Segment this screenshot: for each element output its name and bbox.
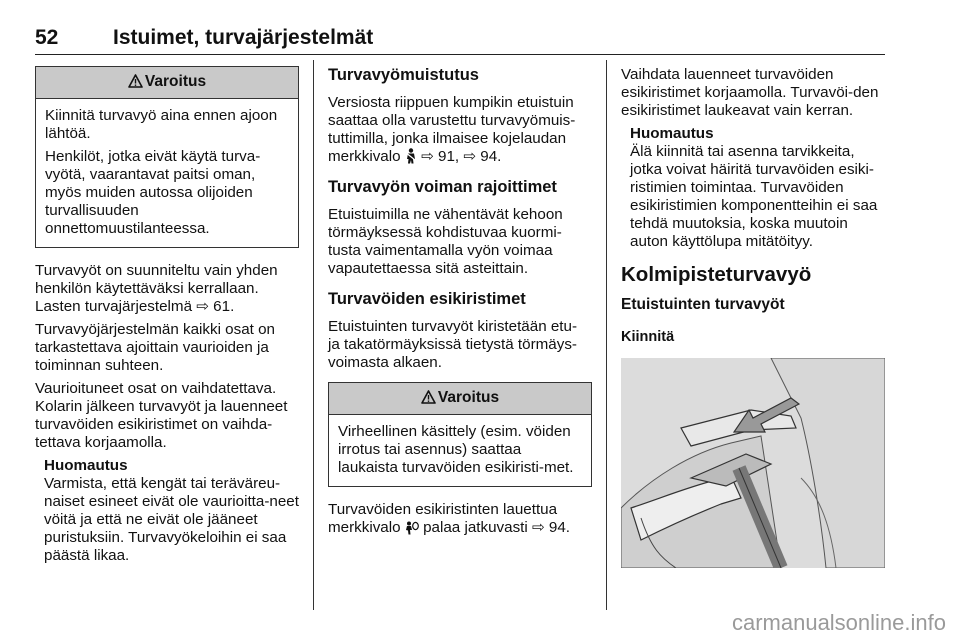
warning-text: Virheellinen käsittely (esim. vöiden irrotus tai asennus) saattaa laukaista turvavöiden esikiristi-met. bbox=[338, 423, 574, 476]
seatbelt-fastening-illustration bbox=[621, 358, 885, 568]
warning-triangle-icon bbox=[421, 390, 436, 404]
right-column bbox=[621, 66, 889, 568]
warning-body bbox=[329, 415, 591, 486]
paragraph: Vaurioituneet osat on vaihdatettava. Kolarin jälkeen turvavyöt ja lauenneet turvavöiden esikiristimet on vaihda-tettava korjaamolla. bbox=[35, 380, 288, 451]
warning-title: Varoitus bbox=[437, 389, 500, 406]
main-heading: Kolmipisteturvavyö bbox=[621, 263, 812, 286]
warning-box bbox=[35, 66, 299, 248]
warning-header bbox=[329, 383, 591, 415]
seatbelt-reminder-icon bbox=[405, 148, 417, 164]
page-number: 52 bbox=[35, 26, 59, 49]
page-reference: ⇨ 91, ⇨ 94. bbox=[421, 148, 502, 165]
paragraph: Etuistuimilla ne vähentävät kehoon törmäyksessä kohdistuvaa kuormi-tusta vaimentamalla vyön voimaa vapautettaessa sitä asteittain. bbox=[328, 206, 563, 277]
page-header bbox=[35, 26, 885, 52]
tail-text: palaa jatkuvasti ⇨ 94. bbox=[423, 519, 571, 536]
minor-heading: Kiinnitä bbox=[621, 329, 675, 345]
watermark-text: carmanualsonline.info bbox=[731, 610, 946, 635]
sub-heading: Etuistuinten turvavyöt bbox=[621, 296, 785, 313]
warning-body bbox=[36, 99, 298, 247]
warning-text: Kiinnitä turvavyö aina ennen ajoon lähtöä. bbox=[45, 107, 278, 142]
header-divider bbox=[35, 54, 885, 55]
note-heading: Huomautus bbox=[44, 457, 128, 474]
warning-header bbox=[36, 67, 298, 99]
paragraph: Turvavyöt on suunniteltu vain yhden henkilön käytettäväksi kerrallaan. Lasten turvajärjestelmä ⇨ 61. bbox=[35, 262, 278, 315]
paragraph bbox=[328, 94, 592, 166]
paragraph bbox=[328, 501, 592, 537]
note-block bbox=[44, 457, 299, 565]
column-divider-2 bbox=[606, 60, 607, 610]
warning-title: Varoitus bbox=[144, 73, 207, 90]
paragraph: Turvavyöjärjestelmän kaikki osat on tarkastettava ajoittain vaurioiden ja toiminnan suhteen. bbox=[35, 321, 276, 374]
note-text: Älä kiinnitä tai asenna tarvikkeita, jotka voivat häiritä turvavöiden esiki-ristimien toimintaa. Turvavöiden esikiristimien komponentteihin ei saa tehdä muutoksia, koska muutoin auton käyttölupa mitätöityy. bbox=[630, 143, 878, 250]
warning-triangle-icon bbox=[128, 74, 143, 88]
paragraph: Etuistuinten turvavyöt kiristetään etu- ja takatörmäyksissä tietystä törmäys-voimasta alkaen. bbox=[328, 318, 578, 371]
section-heading: Turvavyömuistutus bbox=[328, 66, 479, 84]
middle-column bbox=[328, 66, 592, 542]
reminder-text: Versiosta riippuen kumpikin etuistuin saattaa olla varustettu turvavyömuis-tuttimilla, jonka ilmaisee kojelaudan merkkivalo bbox=[328, 94, 576, 165]
column-divider-1 bbox=[313, 60, 314, 610]
warning-text: Henkilöt, jotka eivät käytä turva-vyötä, vaarantavat paitsi oman, myös muiden autossa olijoiden turvallisuuden onnettomuustilanteessa. bbox=[45, 148, 261, 237]
note-heading: Huomautus bbox=[630, 125, 714, 142]
chapter-title: Istuimet, turvajärjestelmät bbox=[113, 26, 374, 49]
warning-box bbox=[328, 382, 592, 487]
note-text: Varmista, että kengät tai teräväreu-naiset esineet eivät ole vaurioitta-neet vöitä ja että ne eivät ole jääneet puristuksiin. Turvavyökeloihin ei saa päästä likaa. bbox=[44, 475, 299, 564]
paragraph: Vaihdata lauenneet turvavöiden esikiristimet korjaamolla. Turvavöi-den esikiristimet laukeavat vain kerran. bbox=[621, 66, 879, 119]
airbag-indicator-icon bbox=[405, 521, 419, 535]
left-column bbox=[35, 66, 299, 565]
note-block bbox=[630, 125, 889, 251]
section-heading: Turvavyön voiman rajoittimet bbox=[328, 178, 557, 196]
tail-text: Turvavöiden esikiristinten lauettua merkkivalo bbox=[328, 501, 558, 536]
section-heading: Turvavöiden esikiristimet bbox=[328, 290, 526, 308]
